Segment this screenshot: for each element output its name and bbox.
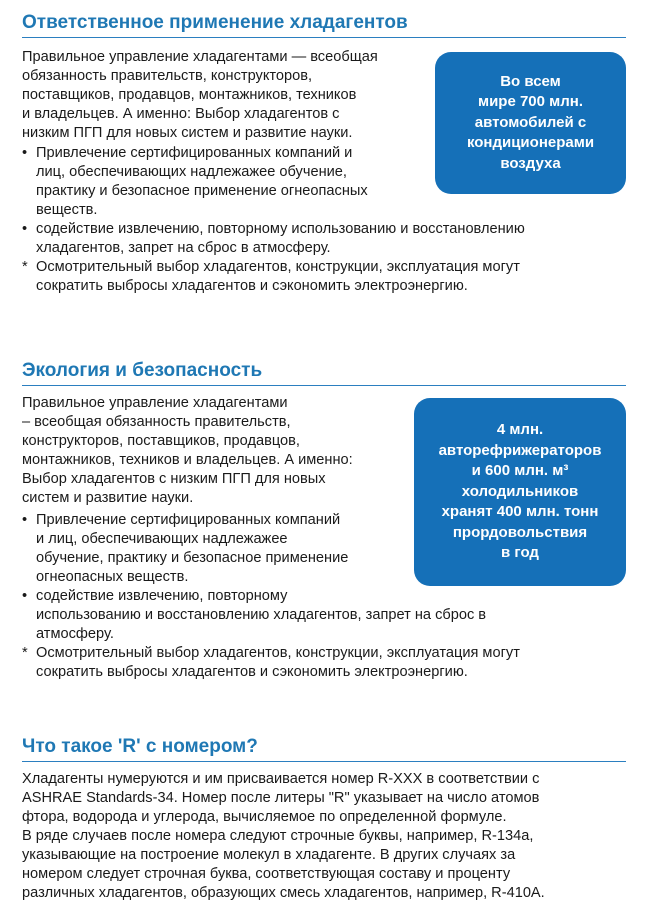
list-item: • Привлечение сертифицированных компаний и лиц, обеспечивающих надлежажее обучение, практику и безопасное применение огнеопасных веществ. [22, 145, 368, 218]
section-divider [22, 37, 626, 38]
list-item: • Привлечение сертифицированных компаний и лиц, обеспечивающих надлежажее обучение, практику и безопасное применение огнеопасных веществ. [22, 512, 349, 585]
callout-box [435, 52, 626, 194]
list-item: * Осмотрительный выбор хладагентов, конструкции, эксплуатация могут сократить выбросы хладагентов и сэкономить электроэнергию. [22, 645, 520, 680]
list-item: • содействие извлечению, повторному использованию и восстановлению хладагентов, запрет на сброс в атмосферу. [22, 221, 525, 256]
callout-box [414, 398, 626, 586]
section-intro: Правильное управление хладагентами – всеобщая обязанность правительств, конструкторов, поставщиков, продавцов, монтажников, техников и владельцев. А именно: Выбор хладагентов с низким ПГП для новых систем и развитие науки. [22, 395, 353, 506]
section-title-responsible-use: Ответственное применение хладагентов [22, 12, 408, 33]
section-intro: Правильное управление хладагентами — всеобщая обязанность правительств, конструкторов, поставщиков, продавцов, монтажников, техников и владельцев. А именно: Выбор хладагентов с низким ПГП для новых систем и развитие науки. [22, 49, 378, 141]
section-body: Хладагенты нумеруются и им присваивается номер R-XXX в соответствии с ASHRAE Standards-34. Номер после литеры "R" указывает на число атомов фтора, водорода и углерода, вычисляемое по определенной формуле. В ряде случаев после номера следуют строчные буквы, например, R-134a, указывающие на построение молекул в хладагенте. В других случаях за номером следует строчная буква, соответствующая составу и проценту различных хладагентов, образующих смесь хладагентов, например, R-410A. [22, 771, 545, 901]
callout-text: 4 млн. авторефрижераторов и 600 млн. м³ холодильников хранят 400 млн. тонн прордовольствия в год [438, 421, 602, 562]
list-item: * Осмотрительный выбор хладагентов, конструкции, эксплуатация могут сократить выбросы хладагентов и сэкономить электроэнергию. [22, 259, 520, 294]
list-item: • содействие извлечению, повторному использованию и восстановлению хладагентов, запрет на сброс в атмосферу. [22, 588, 487, 642]
section-title-r-number: Что такое 'R' с номером? [22, 736, 258, 757]
callout-text: Во всем мире 700 млн. автомобилей с кондиционерами воздуха [466, 72, 595, 172]
section-title-ecology-safety: Экология и безопасность [22, 360, 263, 381]
section-divider [22, 761, 626, 762]
section-divider [22, 385, 626, 386]
